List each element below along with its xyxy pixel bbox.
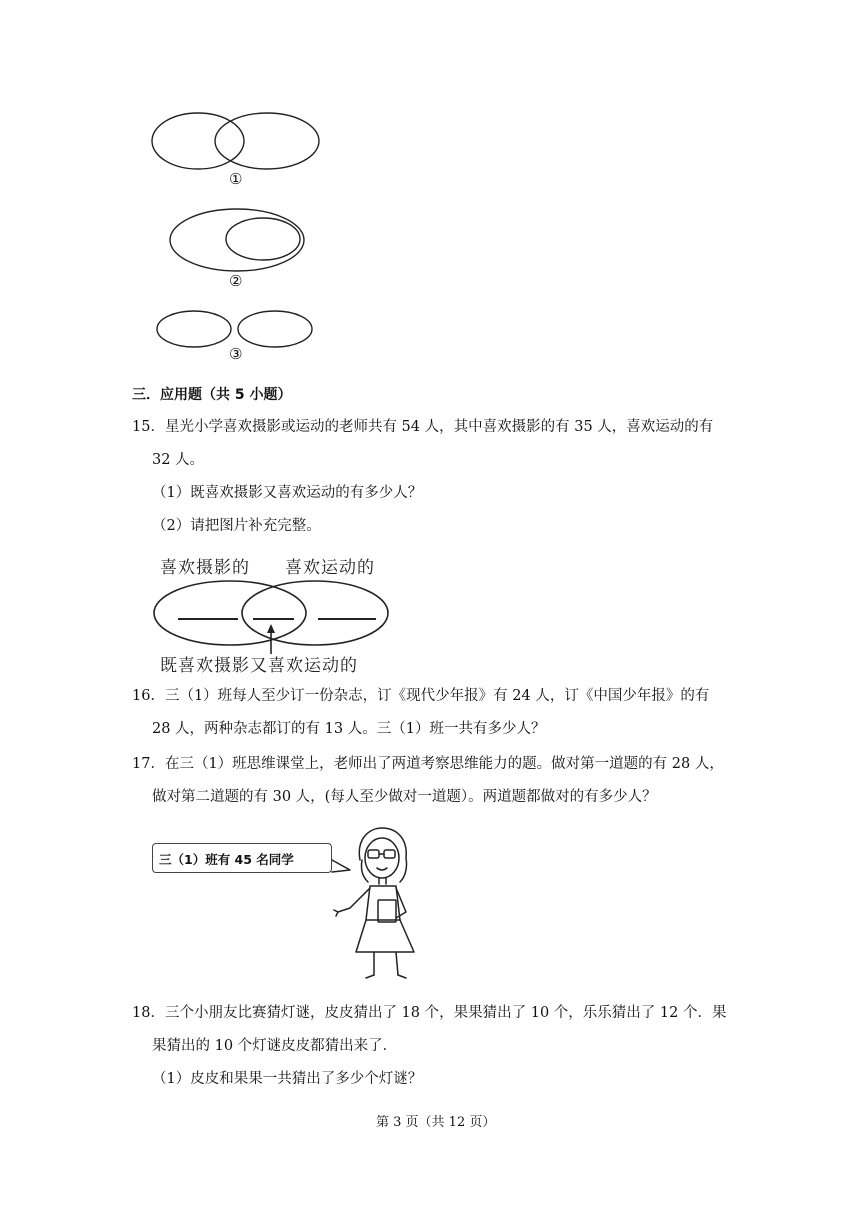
q18-line2: 果猜出的 10 个灯谜皮皮都猜出来了．: [152, 1038, 398, 1054]
q18-sub1: （1）皮皮和果果一共猜出了多少个灯谜？: [152, 1071, 423, 1087]
page-footer: 第 3 页（共 12 页）: [376, 1115, 496, 1130]
q16-line2: 28 人，两种杂志都订的有 13 人。三（1）班一共有多少人？: [152, 721, 546, 737]
q15-sub1: （1）既喜欢摄影又喜欢运动的有多少人？: [152, 485, 423, 501]
q15-left-ellipse: [154, 581, 306, 645]
q15-right-ellipse: [242, 581, 388, 645]
venn1-label: ①: [229, 170, 243, 188]
venn2-label: ②: [229, 272, 243, 290]
q15-arrow-head: [267, 624, 275, 633]
venn3-left-ellipse: [157, 311, 231, 347]
venn2-inner-ellipse: [226, 218, 300, 260]
q17-speech-bubble: [152, 843, 332, 873]
section-title: 三．应用题（共 5 小题）: [132, 387, 292, 403]
venn1-right-ellipse: [215, 113, 319, 169]
venn-examples-figure: [140, 105, 340, 375]
venn3-label: ③: [229, 345, 243, 363]
q18-line1: 18．三个小朋友比赛猜灯谜，皮皮猜出了 18 个，果果猜出了 10 个，乐乐猜出了 12 个．果: [132, 1005, 727, 1021]
venn3-right-ellipse: [238, 311, 312, 347]
q15-sub2: （2）请把图片补充完整。: [152, 518, 321, 534]
q16-line1: 16．三（1）班每人至少订一份杂志，订《现代少年报》有 24 人，订《中国少年报》的有: [132, 688, 710, 704]
q17-speech-text: 三（1）班有 45 名同学: [159, 852, 294, 867]
q15-bottom-label: 既喜欢摄影又喜欢运动的: [160, 656, 358, 676]
q15-right-label: 喜欢运动的: [285, 558, 375, 578]
q15-line2: 32 人。: [152, 452, 205, 468]
q15-line1: 15．星光小学喜欢摄影或运动的老师共有 54 人，其中喜欢摄影的有 35 人，喜欢运动的有: [132, 419, 714, 435]
venn2-outer-ellipse: [170, 209, 304, 271]
q15-venn-figure: [148, 576, 398, 656]
q17-line2: 做对第二道题的有 30 人，(每人至少做对一道题）。两道题都做对的有多少人？: [152, 789, 657, 805]
teacher-illustration: [330, 820, 430, 985]
q15-left-label: 喜欢摄影的: [160, 558, 250, 578]
q17-line1: 17．在三（1）班思维课堂上，老师出了两道考察思维能力的题。做对第一道题的有 28 人，: [132, 756, 724, 772]
